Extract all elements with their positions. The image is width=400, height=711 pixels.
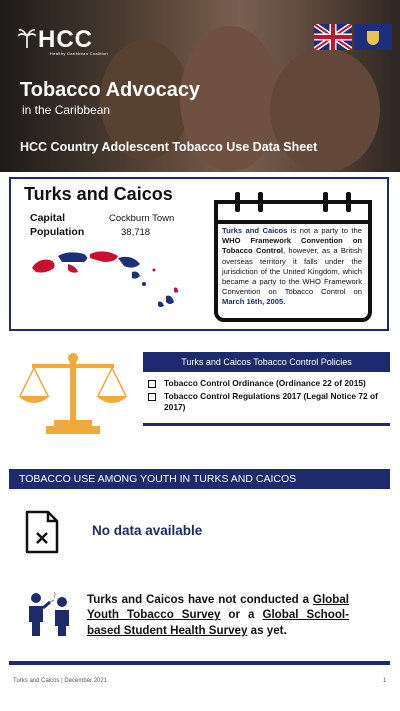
page-title-sub: in the Caribbean bbox=[22, 103, 111, 117]
fctc-date: March 16th, 2005 bbox=[222, 297, 284, 307]
list-item bbox=[148, 391, 388, 413]
bottom-divider bbox=[9, 661, 390, 665]
fctc-period: . bbox=[283, 297, 286, 307]
people-smoking-icon bbox=[24, 590, 74, 638]
survey-text-2: or a bbox=[220, 608, 263, 622]
no-data-document-icon bbox=[24, 509, 60, 555]
population-label: Population bbox=[30, 226, 85, 238]
capital-label: Capital bbox=[30, 212, 66, 224]
population-value: 38,718 bbox=[121, 227, 151, 238]
youth-section-heading: TOBACCO USE AMONG YOUTH IN TURKS AND CAICOS bbox=[9, 469, 390, 489]
survey-statement bbox=[87, 592, 349, 638]
scales-of-justice-icon bbox=[18, 350, 128, 436]
policies-list bbox=[148, 378, 388, 415]
capital-value: Cockburn Town bbox=[109, 213, 175, 224]
survey-text-1: Turks and Caicos have not conducted a bbox=[87, 593, 313, 606]
gyts-link[interactable]: Global Youth Tobacco Survey bbox=[87, 593, 349, 622]
hcc-logo: HCC bbox=[38, 26, 93, 53]
footer-label: Turks and Caicos | December 2021 bbox=[13, 678, 108, 684]
fctc-convention: WHO Framework Convention on Tobacco Control bbox=[222, 236, 362, 256]
policies-divider bbox=[143, 423, 390, 426]
no-data-text: No data available bbox=[92, 523, 203, 538]
list-item bbox=[148, 378, 388, 389]
gshs-link[interactable]: Global School-based Student Health Survey bbox=[87, 608, 349, 637]
turks-caicos-shield-icon bbox=[367, 31, 379, 45]
country-name: Turks and Caicos bbox=[24, 184, 173, 204]
turks-caicos-map bbox=[28, 240, 188, 330]
fctc-text-1: is not a party to the bbox=[287, 226, 362, 235]
uk-flag-icon bbox=[314, 24, 352, 50]
fctc-country: Turks and Caicos bbox=[222, 226, 288, 235]
data-sheet-subtitle: HCC Country Adolescent Tobacco Use Data Sheet bbox=[20, 140, 318, 154]
policy-item-2: Tobacco Control Regulations 2017 (Legal Notice 72 of 2017) bbox=[164, 391, 378, 412]
survey-text-3: as yet. bbox=[247, 623, 287, 637]
fctc-text-2: , however, as a British overseas territory it falls under the jurisdiction of the United Kingdom, which became a party to the WHO Framework Convention on Tobacco Control on bbox=[222, 246, 362, 297]
fctc-status-text bbox=[222, 226, 362, 308]
hcc-logo-subtitle: Healthy Caribbean Coalition bbox=[50, 51, 108, 56]
policy-item-1: Tobacco Control Ordinance (Ordinance 22 of 2015) bbox=[164, 378, 366, 388]
page-number: 1 bbox=[383, 678, 387, 684]
page-title: Tobacco Advocacy bbox=[20, 79, 201, 101]
palm-logo-icon bbox=[18, 28, 36, 48]
policies-heading: Turks and Caicos Tobacco Control Policies bbox=[143, 352, 390, 372]
